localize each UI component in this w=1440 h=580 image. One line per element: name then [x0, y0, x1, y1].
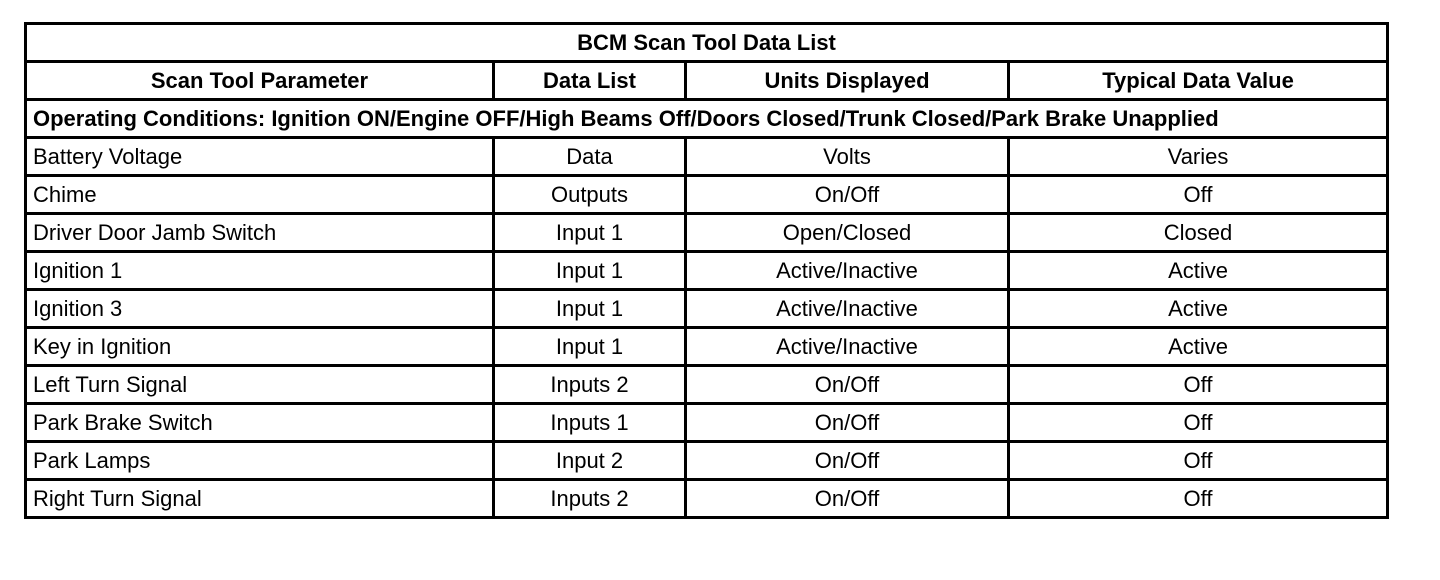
cell-parameter: Park Brake Switch	[26, 404, 494, 442]
table-row	[26, 404, 1388, 442]
operating-conditions-row	[26, 100, 1388, 138]
cell-typical-value: Off	[1009, 442, 1388, 480]
cell-data-list: Input 1	[494, 214, 686, 252]
cell-typical-value: Closed	[1009, 214, 1388, 252]
operating-conditions: Operating Conditions: Ignition ON/Engine OFF/High Beams Off/Doors Closed/Trunk Closed/Park Brake Unapplied	[26, 100, 1388, 138]
table-row	[26, 366, 1388, 404]
cell-parameter: Right Turn Signal	[26, 480, 494, 518]
cell-parameter: Driver Door Jamb Switch	[26, 214, 494, 252]
cell-parameter: Ignition 3	[26, 290, 494, 328]
cell-units: Active/Inactive	[686, 252, 1009, 290]
cell-data-list: Input 1	[494, 290, 686, 328]
cell-data-list: Input 1	[494, 328, 686, 366]
cell-parameter: Park Lamps	[26, 442, 494, 480]
cell-parameter: Battery Voltage	[26, 138, 494, 176]
cell-units: Active/Inactive	[686, 290, 1009, 328]
cell-typical-value: Active	[1009, 252, 1388, 290]
table-row	[26, 290, 1388, 328]
table-body	[26, 138, 1388, 518]
table-header-row	[26, 62, 1388, 100]
cell-units: Active/Inactive	[686, 328, 1009, 366]
cell-parameter: Ignition 1	[26, 252, 494, 290]
column-header-parameter: Scan Tool Parameter	[26, 62, 494, 100]
cell-data-list: Inputs 2	[494, 480, 686, 518]
cell-data-list: Data	[494, 138, 686, 176]
table-row	[26, 480, 1388, 518]
cell-units: Open/Closed	[686, 214, 1009, 252]
cell-typical-value: Active	[1009, 328, 1388, 366]
column-header-units: Units Displayed	[686, 62, 1009, 100]
cell-units: On/Off	[686, 404, 1009, 442]
table-title: BCM Scan Tool Data List	[26, 24, 1388, 62]
table-title-row	[26, 24, 1388, 62]
table-row	[26, 138, 1388, 176]
cell-units: On/Off	[686, 176, 1009, 214]
cell-typical-value: Varies	[1009, 138, 1388, 176]
cell-units: On/Off	[686, 442, 1009, 480]
table-row	[26, 442, 1388, 480]
cell-typical-value: Off	[1009, 404, 1388, 442]
cell-parameter: Chime	[26, 176, 494, 214]
cell-typical-value: Off	[1009, 176, 1388, 214]
cell-units: On/Off	[686, 480, 1009, 518]
column-header-typical-value: Typical Data Value	[1009, 62, 1388, 100]
cell-typical-value: Off	[1009, 366, 1388, 404]
table-row	[26, 328, 1388, 366]
cell-data-list: Outputs	[494, 176, 686, 214]
cell-units: Volts	[686, 138, 1009, 176]
cell-data-list: Inputs 2	[494, 366, 686, 404]
cell-parameter: Left Turn Signal	[26, 366, 494, 404]
cell-parameter: Key in Ignition	[26, 328, 494, 366]
table-row	[26, 214, 1388, 252]
cell-data-list: Input 1	[494, 252, 686, 290]
table-row	[26, 176, 1388, 214]
column-header-data-list: Data List	[494, 62, 686, 100]
cell-typical-value: Off	[1009, 480, 1388, 518]
scan-tool-data-table-wrapper	[24, 22, 1386, 519]
cell-typical-value: Active	[1009, 290, 1388, 328]
cell-data-list: Inputs 1	[494, 404, 686, 442]
table-row	[26, 252, 1388, 290]
cell-units: On/Off	[686, 366, 1009, 404]
cell-data-list: Input 2	[494, 442, 686, 480]
scan-tool-data-table	[24, 22, 1389, 519]
